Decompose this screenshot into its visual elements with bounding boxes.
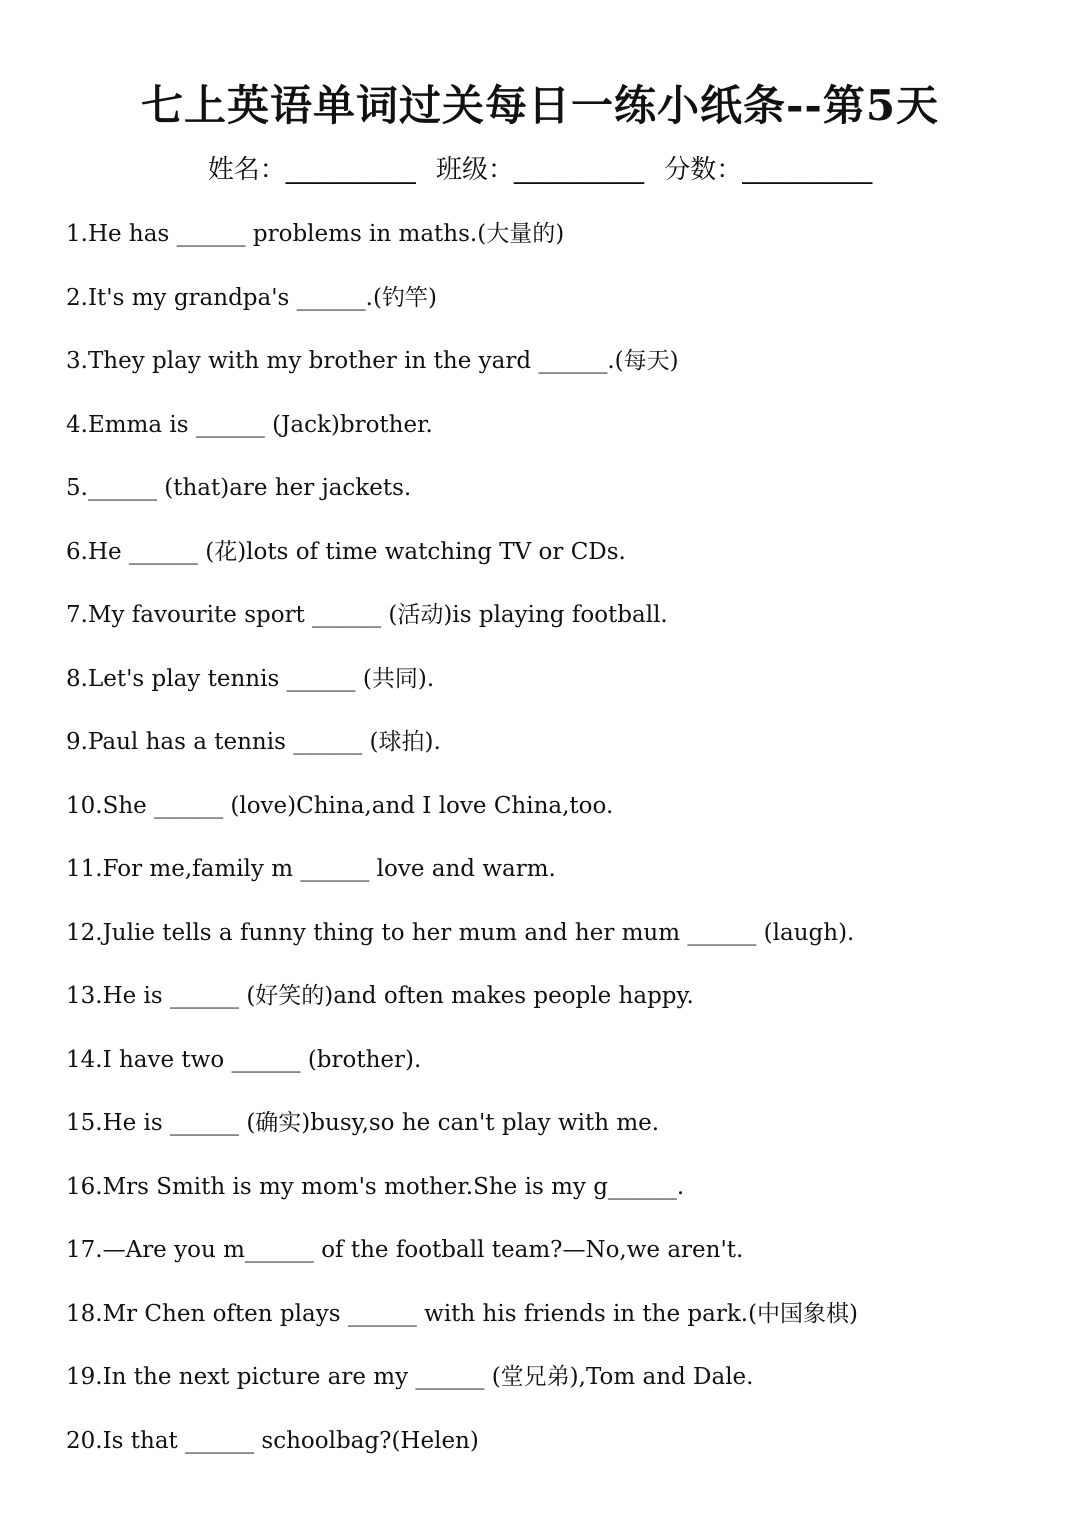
score-label: 分数： bbox=[664, 155, 743, 185]
question-item: 12.Julie tells a funny thing to her mum and her mum ______ (laugh). bbox=[66, 919, 855, 946]
student-info-row bbox=[0, 150, 1080, 190]
question-item: 6.He ______ (花)lots of time watching TV or CDs. bbox=[66, 538, 626, 565]
page-title: 七上英语单词过关每日一练小纸条--第5天 bbox=[140, 81, 940, 130]
question-item: 3.They play with my brother in the yard ______.(每天) bbox=[66, 348, 679, 374]
question-item: 16.Mrs Smith is my mom's mother.She is my g______. bbox=[66, 1173, 685, 1200]
question-item: 11.For me,family m ______ love and warm. bbox=[66, 856, 556, 882]
question-item: 14.I have two ______ (brother). bbox=[66, 1046, 422, 1073]
question-item: 5.______ (that)are her jackets. bbox=[66, 475, 412, 501]
question-list bbox=[66, 212, 1046, 1482]
question-item: 2.It's my grandpa's ______.(钓竿) bbox=[66, 284, 437, 311]
question-item: 19.In the next picture are my ______ (堂兄弟),Tom and Dale. bbox=[66, 1364, 754, 1390]
score-blank: __________ bbox=[742, 155, 873, 185]
question-item: 10.She ______ (love)China,and I love China,too. bbox=[66, 792, 614, 819]
question-item: 13.He is ______ (好笑的)and often makes people happy. bbox=[66, 983, 694, 1009]
class-label: 班级： bbox=[435, 155, 514, 185]
question-item: 20.Is that ______ schoolbag?(Helen) bbox=[66, 1427, 479, 1454]
question-item: 8.Let's play tennis ______ (共同). bbox=[66, 665, 435, 692]
question-item: 9.Paul has a tennis ______ (球拍). bbox=[66, 729, 441, 755]
question-item: 7.My favourite sport ______ (活动)is playing football. bbox=[66, 602, 668, 628]
question-item: 4.Emma is ______ (Jack)brother. bbox=[66, 411, 433, 438]
question-item: 18.Mr Chen often plays ______ with his friends in the park.(中国象棋) bbox=[66, 1300, 859, 1327]
name-blank: __________ bbox=[285, 155, 416, 185]
name-label: 姓名： bbox=[207, 155, 286, 185]
name-field bbox=[208, 150, 416, 190]
class-field bbox=[436, 150, 644, 190]
class-blank: __________ bbox=[514, 155, 644, 185]
question-item: 1.He has ______ problems in maths.(大量的) bbox=[66, 221, 565, 247]
question-item: 15.He is ______ (确实)busy,so he can't play with me. bbox=[66, 1110, 660, 1136]
question-item: 17.—Are you m______ of the football team?—No,we aren't. bbox=[66, 1237, 744, 1263]
score-field bbox=[664, 150, 872, 190]
